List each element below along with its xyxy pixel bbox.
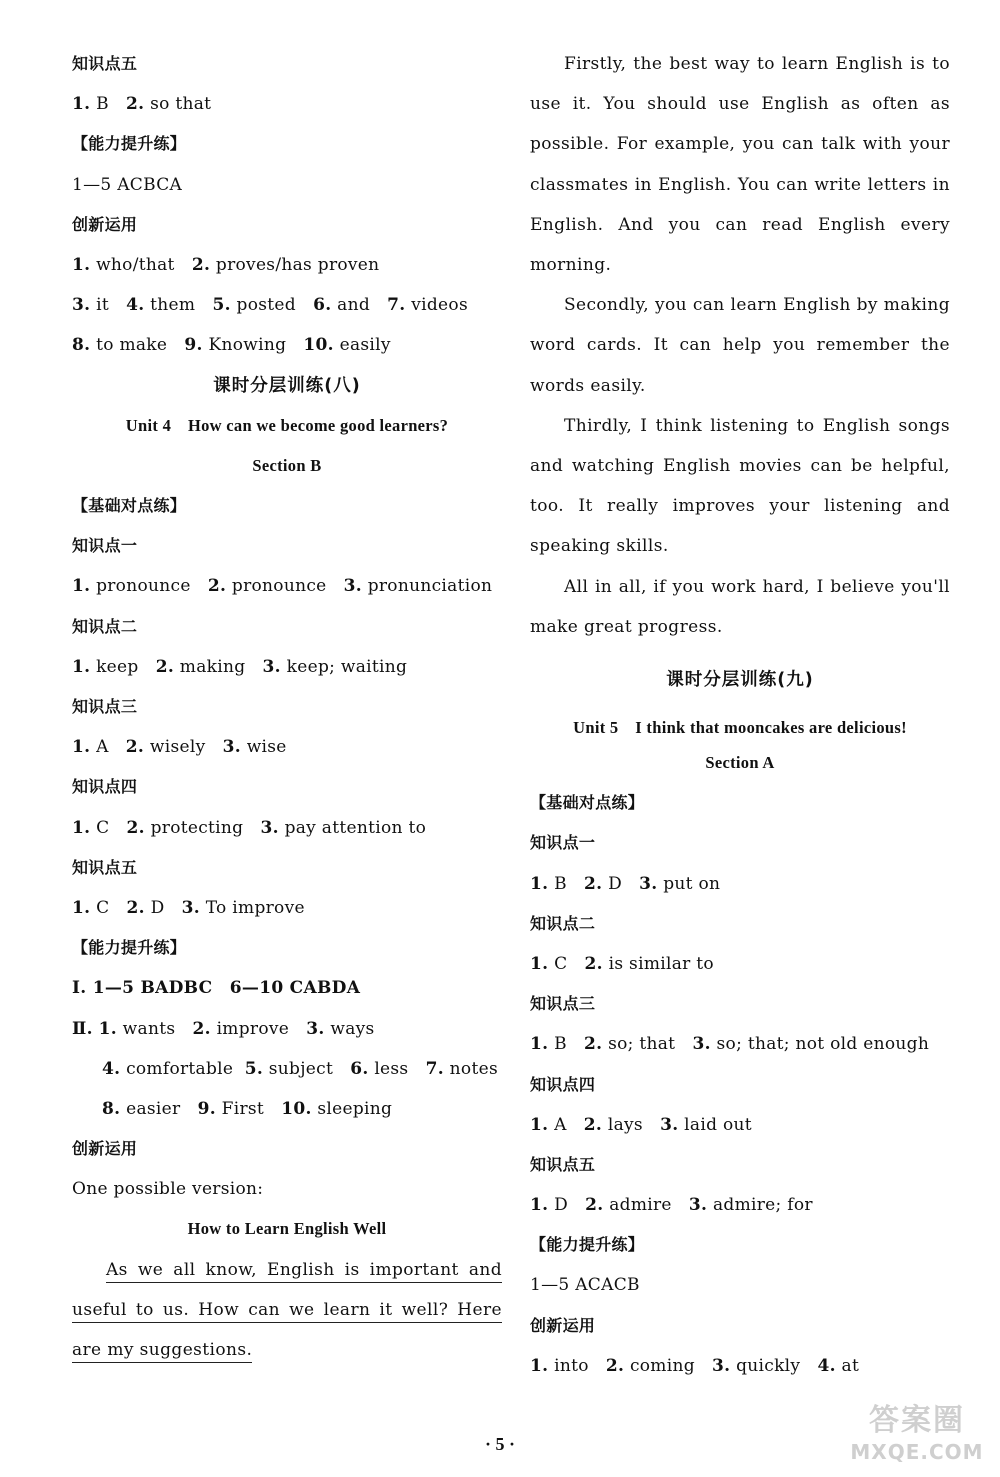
q-answer: coming [629,1355,695,1376]
answer-line [72,808,502,848]
essay-intro-paragraph [72,1250,502,1371]
answer-line [72,1009,502,1049]
q-answer: A [554,1114,567,1135]
answer-line [72,245,502,285]
q-answer: making [179,656,246,677]
q-answer: so; that [608,1034,676,1055]
q-answer: B [96,94,109,115]
basic-practice-heading: 【基础对点练】 [72,496,187,516]
q-num: 10. [281,1098,312,1119]
q-answer: easily [339,335,391,356]
q-answer: protecting [150,817,244,838]
answer-line: 1—5 ACACB [530,1275,640,1296]
q-answer: admire; for [712,1195,813,1216]
q-answer: pronounce [96,576,191,597]
q-num: 1. [72,254,91,275]
q-num: 8. [102,1098,121,1119]
q-num: 4. [126,295,145,316]
knowledge-point-2-heading: 知识点二 [72,616,138,636]
part-num: Ⅱ. [72,1018,93,1039]
q-num: 5. [212,295,231,316]
q-answer: pronounce [231,576,327,597]
q-num: 4. [817,1355,836,1376]
innovation-heading: 创新运用 [72,214,138,234]
answer-line [72,285,502,325]
section-a-title: Section A [705,753,775,773]
q-answer: who/that [96,254,175,275]
q-num: 1. [72,94,91,115]
q-answer: wise [246,737,287,758]
q-num: 1. [98,1018,117,1039]
knowledge-point-1-heading: 知识点一 [72,536,138,556]
q-answer: pay attention to [284,817,427,838]
essay-paragraph-3: Thirdly, I think listening to English songs and watching English movies can be helpful, too. It really improves your listening and speaking skills. [530,415,950,557]
q-answer: pronunciation [367,576,493,597]
basic-practice-heading: 【基础对点练】 [530,793,645,813]
q-num: 3. [262,656,281,677]
knowledge-point-4-heading: 知识点四 [72,777,138,797]
page-number: · 5 · [484,1434,515,1454]
q-num: 6. [350,1058,369,1079]
q-answer: lays [607,1114,643,1135]
q-answer: wants [122,1018,176,1039]
q-answer: proves/has proven [215,254,380,275]
answer-line [72,1089,502,1129]
q-num: 1. [530,1195,549,1216]
answer-line [72,727,502,767]
q-num: 3. [712,1355,731,1376]
ability-practice-heading: 【能力提升练】 [72,938,187,958]
q-answer: B [554,1034,567,1055]
q-num: 2. [155,656,175,677]
watermark-url: MXQE.COM [850,1440,984,1464]
q-answer: ways [330,1018,375,1039]
q-num: 1. [72,576,91,597]
unit-4-title: Unit 4 How can we become good learners? [125,415,449,435]
q-answer: quickly [736,1355,801,1376]
essay-intro-text: As we all know, English is important and useful to us. How can we learn it well? Here are my suggestions. [72,1260,502,1363]
q-num: 2. [126,817,145,838]
q-answer: keep [96,656,139,677]
answer-line [72,647,502,687]
q-answer: comfortable [126,1058,234,1079]
knowledge-point-5-heading: 知识点五 [530,1154,596,1174]
q-num: 3. [222,737,241,758]
knowledge-point-3-heading: 知识点三 [72,697,138,716]
q-num: 2. [585,1195,604,1216]
q-num: 3. [343,576,362,597]
q-num: 3. [72,295,91,316]
q-answer: put on [663,873,721,894]
answer-line [72,566,502,606]
q-num: 2. [584,873,603,894]
q-num: 2. [191,254,211,275]
q-num: 3. [660,1114,679,1135]
q-answer: B [554,873,567,894]
q-num: 2. [126,94,145,115]
essay-title: How to Learn English Well [187,1219,387,1239]
q-num: 2. [207,576,227,597]
q-num: 4. [102,1058,121,1079]
q-answer: improve [216,1018,290,1039]
q-answer: C [554,953,568,974]
q-num: 1. [72,656,91,677]
q-num: 3. [181,897,201,918]
q-num: 3. [688,1195,708,1216]
q-num: 9. [197,1098,216,1119]
watermark-text: 答案圈 [869,1403,965,1438]
q-answer: easier [126,1098,181,1119]
q-num: 1. [530,953,549,974]
q-answer: D [608,873,623,894]
answer-line: 1—5 ACBCA [72,174,183,195]
innovation-heading: 创新运用 [530,1315,596,1335]
answer-line [530,1024,950,1064]
q-num: 3. [260,817,279,838]
q-answer: less [374,1058,409,1079]
q-num: 10. [303,335,334,356]
knowledge-point-3-heading: 知识点三 [530,994,596,1014]
q-num: 2. [192,1018,211,1039]
left-column [72,44,502,1370]
q-num: 5. [244,1058,264,1079]
unit-5-title: Unit 5 I think that mooncakes are delicious! [573,718,907,738]
knowledge-point-4-heading: 知识点四 [530,1074,596,1094]
q-answer: so; that; not old enough [716,1034,930,1055]
q-answer: A [96,737,109,758]
q-num: 2. [584,1034,603,1055]
q-answer: Knowing [208,335,287,356]
ability-practice-heading: 【能力提升练】 [530,1235,645,1255]
knowledge-point-5-heading: 知识点五 [72,54,138,73]
q-answer: and [337,295,371,316]
q-answer: into [554,1355,589,1376]
q-answer: sleeping [317,1098,393,1119]
q-answer: so that [150,94,212,115]
q-answer: them [150,295,196,316]
q-num: 8. [72,335,91,356]
essay-paragraph-1: Firstly, the best way to learn English is to use it. You should use English as often as possible. For example, you can talk with your classmates in English. You can write letters in English. And you can read English every morning. [530,54,950,276]
answer-line [72,84,502,124]
q-answer: laid out [684,1114,752,1135]
q-answer: posted [236,295,296,316]
essay-paragraph-4: All in all, if you work hard, I believe you'll make great progress. [530,576,950,637]
q-num: 2. [583,1114,603,1135]
right-column [530,44,950,1386]
q-num: 2. [584,953,603,974]
knowledge-point-1-heading: 知识点一 [530,833,596,853]
q-num: 1. [530,1355,549,1376]
q-num: 3. [639,873,658,894]
q-answer: First [221,1098,265,1119]
answer-line [72,325,502,365]
q-num: 7. [425,1058,444,1079]
q-answer: notes [449,1058,498,1079]
answer-line [530,864,950,904]
watermark-logo [842,1403,992,1471]
q-answer: it [96,295,109,316]
q-answer: D [150,897,165,918]
q-num: 2. [126,897,145,918]
innovation-heading: 创新运用 [72,1139,138,1159]
q-num: 1. [530,873,549,894]
ability-practice-heading: 【能力提升练】 [72,134,187,154]
section-b-title: Section B [252,455,322,475]
answer-line [530,1185,950,1225]
essay-paragraph-2: Secondly, you can learn English by making word cards. It can help you remember the words easily. [530,295,950,396]
answer-line [530,1105,950,1145]
q-answer: to make [96,335,168,356]
q-answer: admire [609,1195,672,1216]
q-num: 2. [125,737,145,758]
answer-line: Ⅰ. 1—5 BADBC 6—10 CABDA [72,978,361,999]
answer-line [530,1346,950,1386]
q-num: 3. [306,1018,325,1039]
lesson-title-8: 课时分层训练(八) [213,375,361,396]
q-num: 1. [72,897,91,918]
q-num: 7. [387,295,406,316]
q-num: 2. [605,1355,625,1376]
q-answer: videos [411,295,468,316]
q-num: 1. [72,817,91,838]
q-num: 9. [184,335,203,356]
q-answer: C [96,817,110,838]
possible-version-label: One possible version: [72,1179,264,1200]
q-answer: C [96,897,110,918]
answer-line [72,1049,502,1089]
q-num: 3. [692,1034,711,1055]
q-answer: at [841,1355,860,1376]
q-num: 6. [313,295,332,316]
answer-line [72,888,502,928]
q-num: 1. [530,1034,549,1055]
knowledge-point-5-heading: 知识点五 [72,857,138,877]
q-num: 1. [72,737,91,758]
q-num: 1. [530,1114,549,1135]
answer-line [530,944,950,984]
q-answer: D [554,1195,569,1216]
lesson-title-9: 课时分层训练(九) [666,670,814,691]
q-answer: is similar to [608,953,714,974]
q-answer: keep; waiting [286,656,408,677]
q-answer: subject [268,1058,334,1079]
q-answer: wisely [149,737,206,758]
q-answer: To improve [205,897,305,918]
knowledge-point-2-heading: 知识点二 [530,913,596,933]
